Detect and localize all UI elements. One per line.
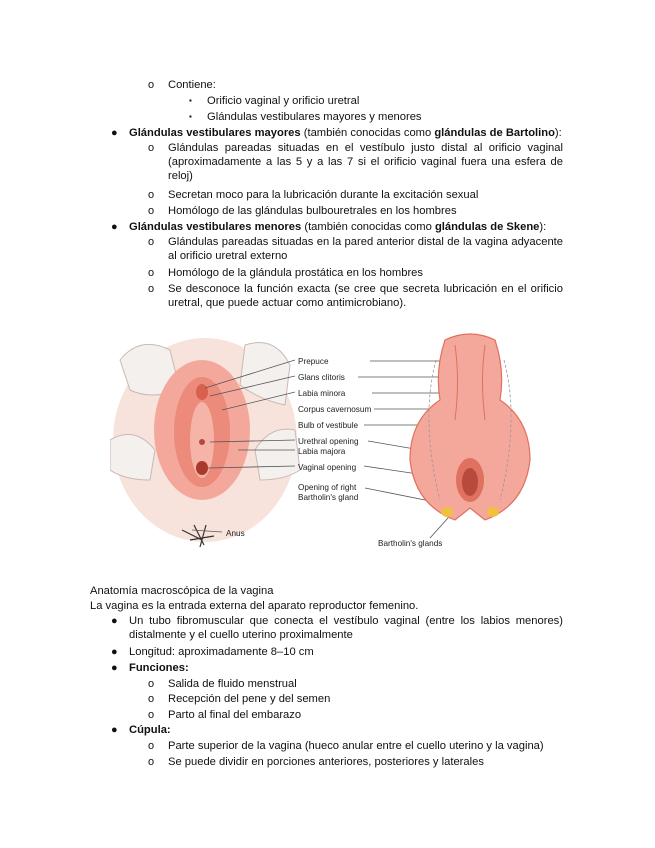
skene-item-2: Homólogo de la glándula prostática en los hombres: [168, 267, 423, 279]
label-anus: Anus: [226, 529, 245, 538]
cupula-label: Cúpula:: [129, 724, 171, 736]
label-labia-minora: Labia minora: [298, 389, 346, 398]
circle-bullet-icon: o: [148, 142, 155, 154]
circle-bullet-icon: o: [148, 236, 155, 248]
contiene-label: Contiene:: [168, 79, 216, 91]
cupula-item-1: Parte superior de la vagina (hueco anular entre el cuello uterino y la vagina): [168, 740, 544, 752]
label-urethral-opening: Urethral opening: [298, 437, 359, 446]
funciones-label: Funciones:: [129, 662, 189, 674]
bartolino-item-3: Homólogo de las glándulas bulbouretrales en los hombres: [168, 205, 457, 217]
label-bartholins-gland: Bartholin's gland: [298, 493, 359, 502]
vulva-anatomy-figure: [110, 330, 570, 560]
bartolino-item-2: Secretan moco para la lubricación durante la excitación sexual: [168, 189, 479, 201]
label-labia-majora: Labia majora: [298, 447, 346, 456]
skene-heading: [129, 220, 546, 234]
circle-bullet-icon: o: [148, 740, 155, 752]
skene-pre: (también conocidas como: [301, 221, 435, 233]
label-vaginal-opening: Vaginal opening: [298, 463, 357, 472]
vagina-longitud: Longitud: aproximadamente 8–10 cm: [129, 646, 314, 658]
skene-post: ):: [539, 221, 547, 233]
disc-bullet-icon: ●: [111, 615, 118, 627]
cupula-item-2: Se puede dividir en porciones anteriores, posteriores y laterales: [168, 756, 484, 768]
disc-bullet-icon: ●: [111, 724, 118, 736]
circle-bullet-icon: o: [148, 709, 155, 721]
circle-bullet-icon: o: [148, 267, 155, 279]
label-prepuce: Prepuce: [298, 357, 329, 366]
vagina-section-heading: Anatomía macroscópica de la vagina: [90, 585, 274, 597]
bartolino-title: Glándulas vestibulares mayores: [129, 127, 301, 139]
internal-view-illustration: [410, 334, 530, 520]
bartolino-heading: [129, 126, 562, 140]
circle-bullet-icon: o: [148, 283, 155, 295]
skene-alias: glándulas de Skene: [434, 221, 540, 233]
circle-bullet-icon: o: [148, 205, 155, 217]
contiene-item-2: Glándulas vestibulares mayores y menores: [207, 111, 422, 123]
circle-bullet-icon: o: [148, 678, 155, 690]
label-bartholins-glands: Bartholin's glands: [378, 539, 443, 548]
bartolino-pre: (también conocidas como: [300, 127, 435, 139]
circle-bullet-icon: o: [148, 79, 155, 91]
vagina-tubo: Un tubo fibromuscular que conecta el vestíbulo vaginal (entre los labios menores) distalmente y el cuello uterino proximalmente: [129, 615, 563, 641]
disc-bullet-icon: ●: [111, 221, 118, 233]
label-glans-clitoris: Glans clitoris: [298, 373, 345, 382]
disc-bullet-icon: ●: [111, 662, 118, 674]
square-bullet-icon: ▪: [189, 112, 192, 121]
label-corpus-cavernosum: Corpus cavernosum: [298, 405, 372, 414]
label-opening-of-right: Opening of right: [298, 483, 357, 492]
bartolino-item-1: Glándulas pareadas situadas en el vestíbulo justo distal al orificio vaginal (aproximadamente a las 5 y a las 7 si el orificio vaginal fuera una esfera de reloj): [168, 142, 563, 182]
square-bullet-icon: ▪: [189, 96, 192, 105]
circle-bullet-icon: o: [148, 756, 155, 768]
funciones-item-3: Parto al final del embarazo: [168, 709, 302, 721]
skene-item-3: Se desconoce la función exacta (se cree que secreta lubricación en el orificio uretral, que puede actuar como antimicrobiano).: [168, 283, 563, 309]
funciones-item-2: Recepción del pene y del semen: [168, 693, 331, 705]
external-view-illustration: [110, 338, 300, 547]
funciones-item-1: Salida de fluido menstrual: [168, 678, 297, 690]
circle-bullet-icon: o: [148, 693, 155, 705]
disc-bullet-icon: ●: [111, 127, 118, 139]
bartolino-alias: glándulas de Bartolino: [434, 127, 555, 139]
label-bulb-of-vestibule: Bulb of vestibule: [298, 421, 359, 430]
skene-item-1: Glándulas pareadas situadas en la pared anterior distal de la vagina adyacente al orificio uretral externo: [168, 236, 563, 262]
vagina-intro: La vagina es la entrada externa del aparato reproductor femenino.: [90, 600, 419, 612]
skene-title: Glándulas vestibulares menores: [129, 221, 302, 233]
disc-bullet-icon: ●: [111, 646, 118, 658]
circle-bullet-icon: o: [148, 189, 155, 201]
bartolino-post: ):: [554, 127, 562, 139]
contiene-item-1: Orificio vaginal y orificio uretral: [207, 95, 360, 107]
